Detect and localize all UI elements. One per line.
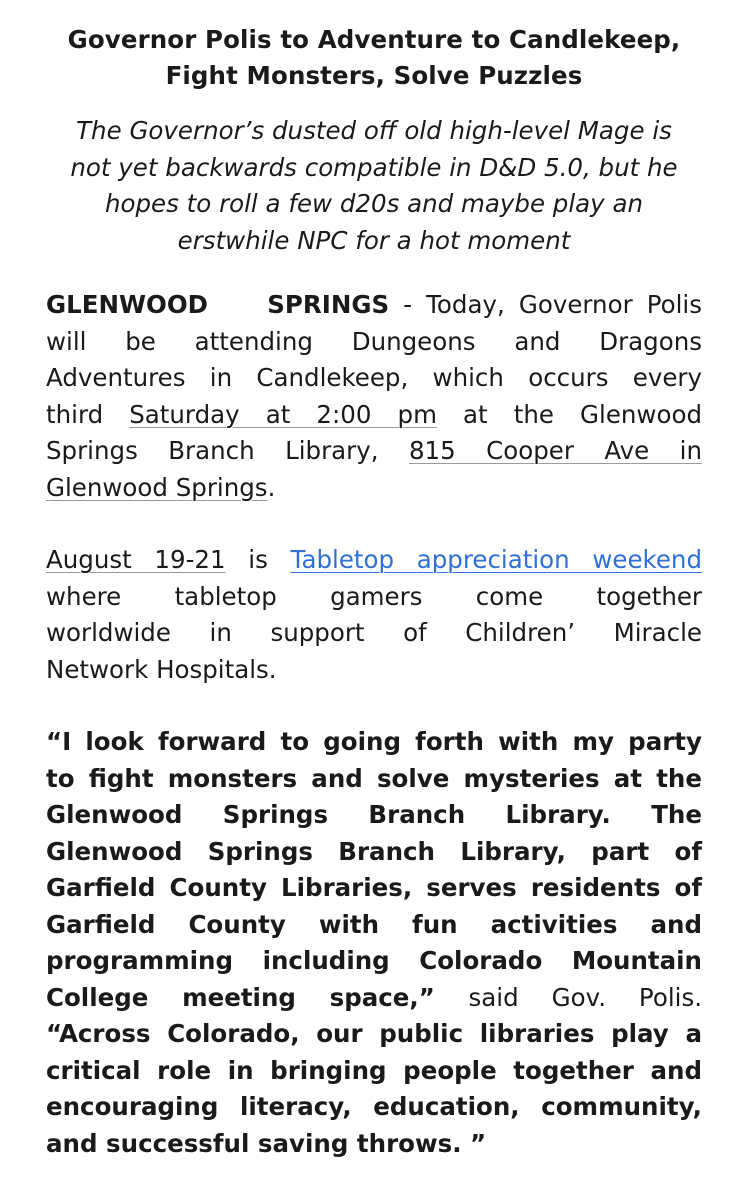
quote-text: College meeting space,” [46,982,435,1012]
headline-line-2: Fight Monsters, Solve Puzzles [165,61,583,90]
quote-line: to fight monsters and solve mysteries at the [46,763,702,793]
quote-line: critical role in bringing people together and [46,1055,702,1085]
paragraph-line [46,287,702,324]
subheadline-line-2: not yet backwards compatible in D&D 5.0, but he [70,152,678,182]
subheadline-line-1: The Governor’s dusted off old high-level Mage is [76,116,672,145]
text-span: . [267,472,276,502]
headline [46,0,702,94]
quote-line: Garfield County Libraries, serves residents of [46,873,702,902]
subheadline [46,94,702,259]
text-span: Springs Branch Library, [46,436,409,465]
paragraph-event-details [46,259,702,506]
paragraph-line [46,397,702,434]
quote-line: Glenwood Springs Branch Library. The [46,800,702,829]
address-link-continued[interactable]: Glenwood Springs [46,472,268,502]
paragraph-line: will be attending Dungeons and Dragons [46,326,702,356]
quote-line: and successful saving throws. ” [46,1128,487,1158]
paragraph-line: Network Hospitals. [46,654,277,684]
quote-line [46,980,702,1017]
paragraph-line: worldwide in support of Children’ Miracle [46,618,702,647]
subheadline-line-3: hopes to roll a few d20s and maybe play an [104,189,644,218]
paragraph-line: where tabletop gamers come together [46,581,702,611]
text-span: is [225,545,291,574]
quote-line: “I look forward to going forth with my party [46,727,702,756]
quote-line: Glenwood Springs Branch Library, part of [46,836,702,866]
paragraph-governor-quote [46,688,702,1162]
paragraph-tabletop-weekend [46,506,702,688]
text-span: - Today, Governor Polis [389,290,702,319]
headline-line-1: Governor Polis to Adventure to Candlekeep, [67,25,681,54]
paragraph-line: Adventures in Candlekeep, which occurs every [46,363,702,392]
subheadline-line-4: erstwhile NPC for a hot moment [177,225,571,255]
text-span: at the Glenwood [436,399,702,429]
text-span: third [46,399,130,429]
paragraph-line [46,433,702,470]
tabletop-weekend-link[interactable]: Tabletop appreciation weekend [290,545,702,574]
attribution: said Gov. Polis. [468,982,702,1012]
paragraph-line [46,470,702,507]
paragraph-line [46,542,702,579]
quote-line: encouraging literacy, education, community, [46,1092,702,1121]
quote-line: programming including Colorado Mountain [46,946,702,975]
address-link[interactable]: 815 Cooper Ave in [408,436,702,465]
quote-line: Garfield County with fun activities and [46,909,702,939]
dateline: GLENWOOD SPRINGS [46,290,390,319]
quote-line: “Across Colorado, our public libraries play a [46,1019,702,1048]
event-time-link[interactable]: Saturday at 2:00 pm [129,399,437,429]
date-link[interactable]: August 19-21 [46,545,226,574]
